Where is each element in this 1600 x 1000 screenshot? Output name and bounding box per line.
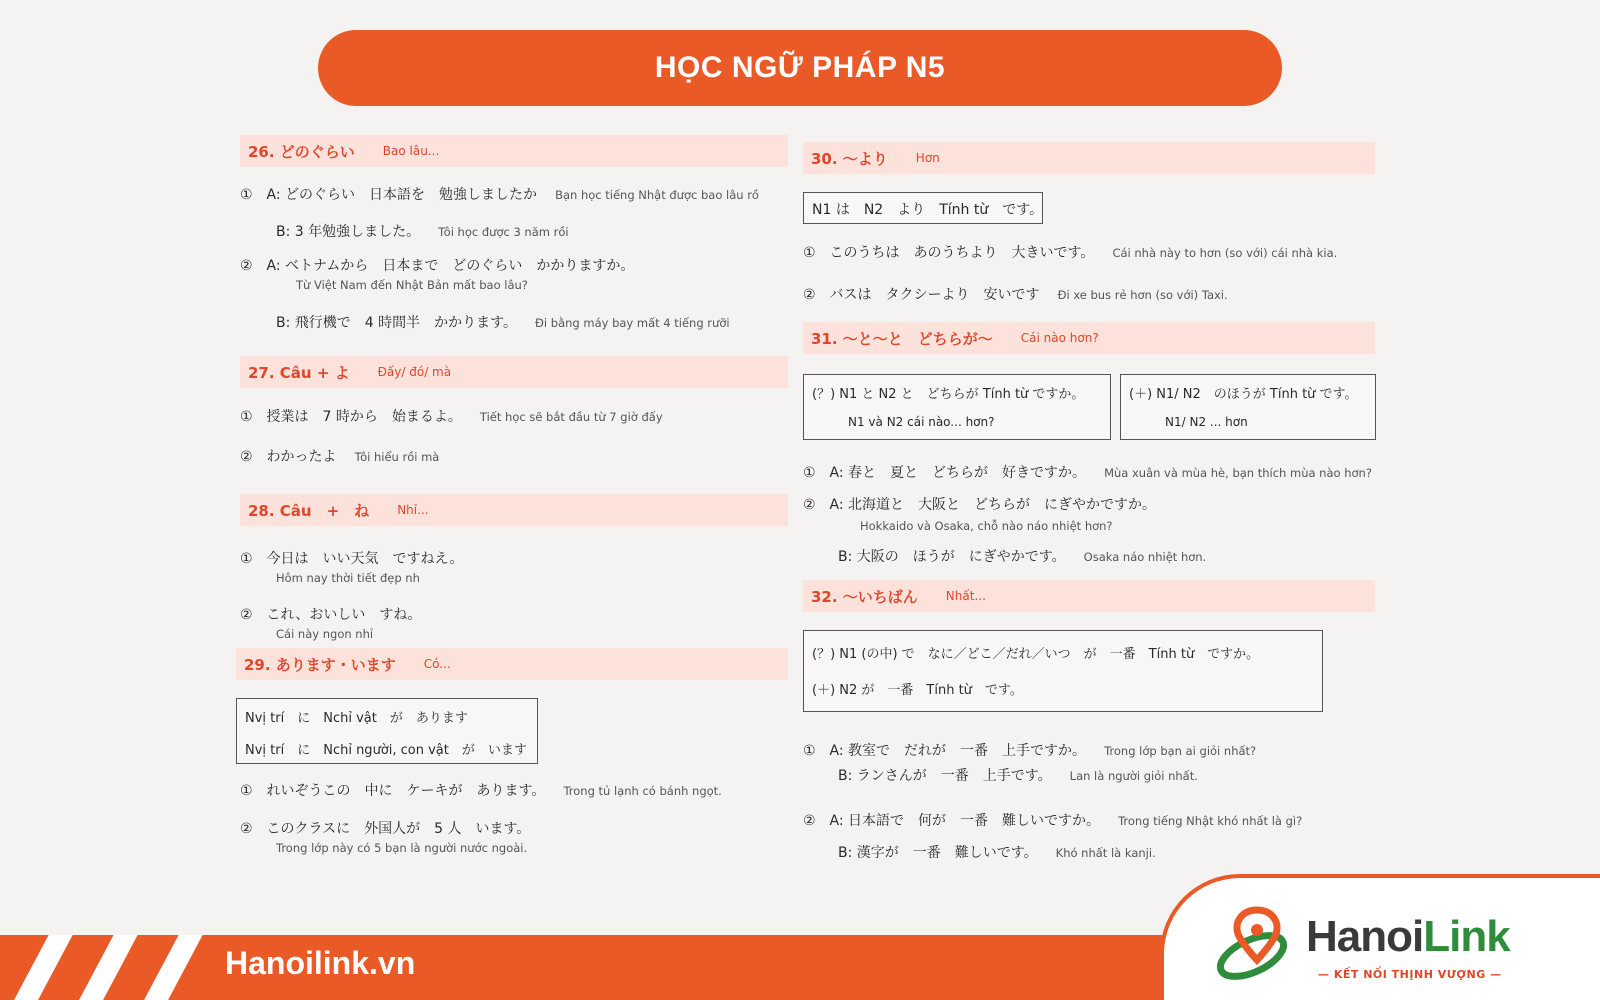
section-30-meaning: Hơn bbox=[915, 151, 940, 165]
s32-structure-question: (？) N1 (の中) で なに／どこ／だれ／いつ が 一番 Tính từ ですか。 bbox=[812, 647, 1260, 662]
s29-structure-2: Nvị trí に Nchỉ người, con vật が います bbox=[245, 743, 527, 758]
s26-example-2a: ② A: ベトナムから 日本まで どのぐらい かかりますか。 bbox=[240, 258, 635, 274]
section-27-title: 27. Câu + よ bbox=[248, 363, 350, 382]
footer-stripe bbox=[71, 935, 143, 1000]
section-29-meaning: Có... bbox=[423, 657, 451, 671]
section-27-meaning: Đấy/ đó/ mà bbox=[377, 365, 452, 379]
footer-stripe bbox=[136, 935, 208, 1000]
s28-example-2: ② これ、おいしい すね。 bbox=[240, 607, 422, 623]
footer-website-link[interactable]: Hanoilink.vn bbox=[225, 945, 416, 981]
s30-example-2: ② バスは タクシーより 安いです Đi xe bus rẻ hơn (so với) Taxi. bbox=[803, 287, 1228, 303]
s30-example-1: ① このうちは あのうちより 大きいです。 Cái nhà này to hơn (so với) cái nhà kia. bbox=[803, 245, 1338, 261]
s26-example-1b: B: 3 年勉強しました。 Tôi học được 3 năm rồi bbox=[276, 224, 569, 240]
section-32-header bbox=[803, 580, 1375, 612]
s32-example-1a: ① A: 教室で だれが 一番 上手ですか。 Trong lớp bạn ai giỏi nhất? bbox=[803, 743, 1257, 759]
s26-example-2a-translation: Từ Việt Nam đến Nhật Bản mất bao lâu? bbox=[296, 278, 528, 292]
s28-example-2-translation: Cái này ngon nhỉ bbox=[276, 627, 374, 641]
section-30-header bbox=[803, 142, 1375, 174]
s31-question-box bbox=[803, 374, 1111, 440]
s28-example-1-translation: Hôm nay thời tiết đẹp nh bbox=[276, 571, 420, 585]
page-title-banner bbox=[318, 30, 1282, 106]
s29-example-2-translation: Trong lớp này có 5 bạn là người nước ngoài. bbox=[276, 841, 528, 855]
s29-structure-box bbox=[236, 698, 538, 764]
section-28-meaning: Nhỉ... bbox=[397, 503, 429, 517]
section-27-header bbox=[240, 356, 788, 388]
s32-example-1b: B: ランさんが 一番 上手です。 Lan là người giỏi nhất. bbox=[838, 768, 1198, 784]
s32-structure-box bbox=[803, 630, 1323, 712]
s32-structure-answer: (＋) N2 が 一番 Tính từ です。 bbox=[812, 683, 1023, 698]
s31-question-structure: (？) N1 と N2 と どちらが Tính từ ですか。 bbox=[812, 387, 1085, 402]
section-26-meaning: Bao lâu... bbox=[382, 144, 440, 158]
section-28-header bbox=[240, 494, 788, 526]
section-31-meaning: Cái nào hơn? bbox=[1020, 331, 1099, 345]
section-30-title: 30. ～より bbox=[811, 149, 888, 168]
section-28-title: 28. Câu + ね bbox=[248, 501, 370, 520]
section-32-title: 32. ～いちばん bbox=[811, 587, 918, 606]
hanoilink-logo-icon bbox=[1212, 902, 1302, 988]
s31-answer-structure: (＋) N1/ N2 のほうが Tính từ です。 bbox=[1129, 387, 1358, 402]
s31-example-2: ② A: 北海道と 大阪と どちらが にぎやかですか。 bbox=[803, 497, 1157, 513]
page-title: HỌC NGỮ PHÁP N5 bbox=[654, 51, 946, 84]
section-31-title: 31. ～と～と どちらが～ bbox=[811, 329, 993, 348]
s27-example-1: ① 授業は 7 時から 始まるよ。 Tiết học sẽ bắt đầu từ 7 giờ đấy bbox=[240, 409, 663, 425]
s31-answer-box bbox=[1120, 374, 1376, 440]
s29-example-2: ② このクラスに 外国人が 5 人 います。 bbox=[240, 821, 531, 837]
s32-example-2a: ② A: 日本語で 何が 一番 難しいですか。 Trong tiếng Nhật khó nhất là gì? bbox=[803, 813, 1303, 829]
s26-example-1a: ① A: どのぐらい 日本語を 勉強しましたか Bạn học tiếng Nhật được bao lâu rồ bbox=[240, 187, 759, 203]
brand-tagline: — KẾT NỐI THỊNH VƯỢNG — bbox=[1318, 968, 1502, 981]
s26-example-2b: B: 飛行機で 4 時間半 かかります。 Đi bằng máy bay mất 4 tiếng rưỡi bbox=[276, 315, 730, 331]
s29-example-1: ① れいぞうこの 中に ケーキが あります。 Trong tủ lạnh có bánh ngọt. bbox=[240, 783, 722, 799]
s31-example-2-translation: Hokkaido và Osaka, chỗ nào náo nhiệt hơn? bbox=[860, 519, 1113, 533]
s30-structure-box bbox=[803, 192, 1043, 224]
s31-question-meaning: N1 và N2 cái nào... hơn? bbox=[848, 415, 995, 429]
section-26-header bbox=[240, 135, 788, 167]
s32-example-2b: B: 漢字が 一番 難しいです。 Khó nhất là kanji. bbox=[838, 845, 1156, 861]
footer-stripe bbox=[6, 935, 78, 1000]
s31-example-1: ① A: 春と 夏と どちらが 好きですか。 Mùa xuân và mùa hè, bạn thích mùa nào hơn? bbox=[803, 465, 1372, 481]
section-29-title: 29. あります・います bbox=[244, 655, 396, 674]
section-29-header bbox=[236, 648, 788, 680]
section-31-header bbox=[803, 322, 1375, 354]
section-32-meaning: Nhất... bbox=[945, 589, 986, 603]
s30-structure: N1 は N2 より Tính từ です。 bbox=[812, 202, 1044, 218]
brand-name: HanoiLink bbox=[1306, 912, 1510, 961]
s31-answer-meaning: N1/ N2 ... hơn bbox=[1165, 415, 1248, 429]
s31-example-3: B: 大阪の ほうが にぎやかです。 Osaka náo nhiệt hơn. bbox=[838, 549, 1207, 565]
s27-example-2: ② わかったよ Tôi hiểu rồi mà bbox=[240, 449, 440, 465]
s29-structure-1: Nvị trí に Nchỉ vật が あります bbox=[245, 711, 468, 726]
section-26-title: 26. どのぐらい bbox=[248, 142, 355, 161]
s28-example-1: ① 今日は いい天気 ですねえ。 bbox=[240, 551, 464, 567]
